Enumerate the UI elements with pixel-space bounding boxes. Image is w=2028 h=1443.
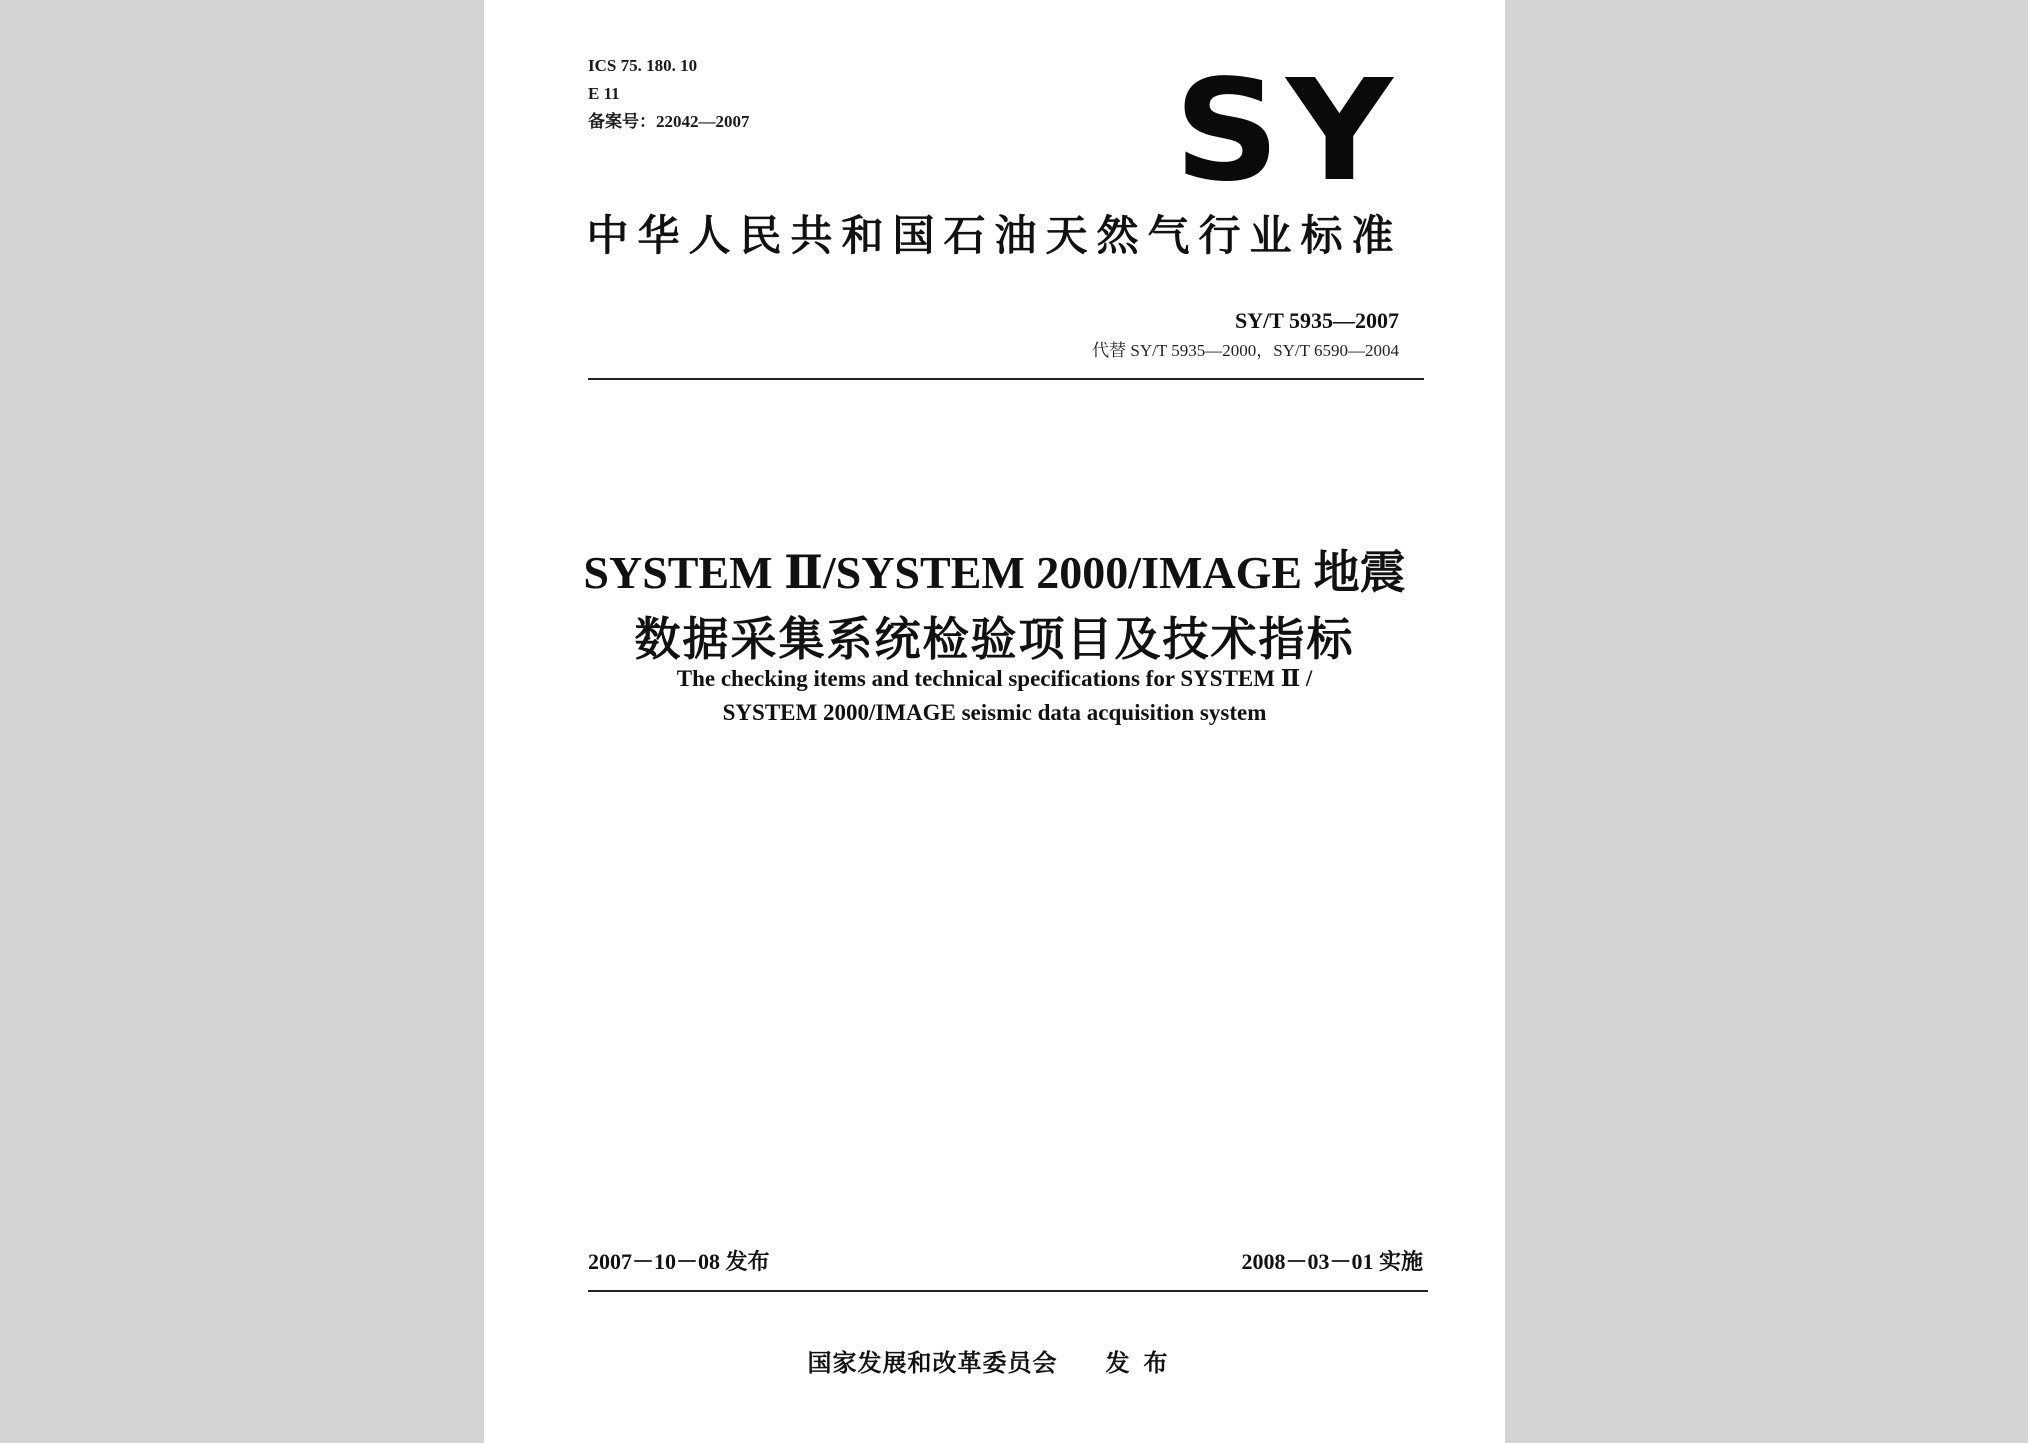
chinese-title-line-2: 数据采集系统检验项目及技术指标 (634, 612, 1355, 666)
implementation-date: 2008－03－01 实施 (1241, 1249, 1423, 1274)
header-divider (588, 378, 1424, 380)
publisher-name: 国家发展和改革委员会 (807, 1349, 1058, 1377)
sy-logo: SY (1174, 50, 1399, 213)
org-standard-title: 中华人民共和国石油天然气行业标准 (586, 211, 1403, 260)
chinese-title (484, 540, 1505, 672)
issue-date: 2007－10－08 发布 (588, 1249, 770, 1274)
replaces-note: 代替 SY/T 5935—2000，SY/T 6590—2004 (1092, 341, 1399, 360)
english-title (484, 662, 1505, 730)
publisher-line (484, 1346, 1505, 1380)
publish-verb: 发布 (1105, 1349, 1182, 1377)
footer-divider (588, 1290, 1428, 1292)
ics-code: ICS 75. 180. 10 (588, 56, 698, 75)
english-title-line-1: The checking items and technical specifications for SYSTEM Ⅱ / (676, 666, 1313, 691)
classification-block (588, 52, 750, 136)
record-number: 备案号：22042—2007 (588, 112, 750, 131)
english-title-line-2: SYSTEM 2000/IMAGE seismic data acquisition system (722, 700, 1267, 725)
category-code: E 11 (588, 84, 620, 103)
standard-cover-page (484, 0, 1505, 1443)
chinese-title-line-1: SYSTEM Ⅱ/SYSTEM 2000/IMAGE 地震 (583, 547, 1406, 598)
standard-number: SY/T 5935—2007 (1234, 308, 1399, 333)
